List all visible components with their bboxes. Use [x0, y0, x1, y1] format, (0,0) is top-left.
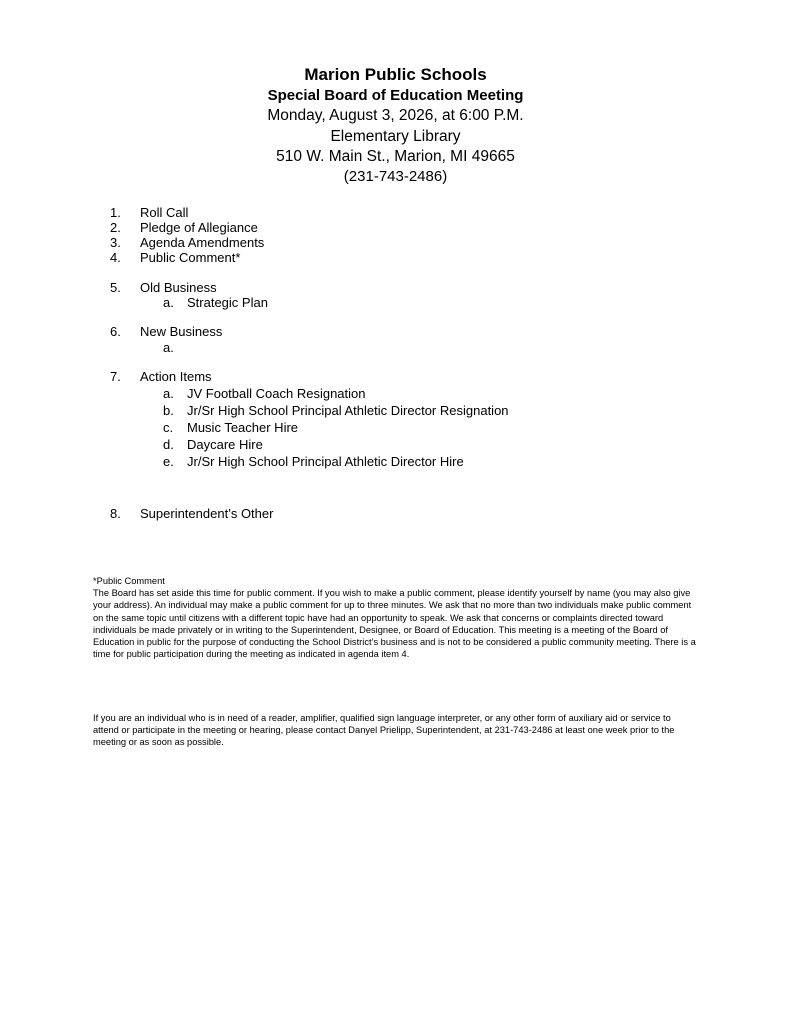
sub-item-label: Music Teacher Hire [187, 420, 299, 435]
sub-item-letter: a. [163, 386, 174, 401]
agenda-item [110, 250, 240, 265]
footnote-heading: *Public Comment [93, 576, 165, 586]
agenda-item-label: Superintendent’s Other [140, 506, 274, 521]
sub-item-label: Strategic Plan [187, 295, 268, 310]
sub-item-letter: b. [163, 403, 174, 418]
agenda-sub-item [163, 403, 509, 418]
agenda-sub-item [163, 437, 263, 452]
agenda-item-label: Public Comment* [140, 250, 241, 265]
agenda-item [110, 205, 188, 220]
accommodation-body: If you are an individual who is in need of a reader, amplifier, qualified sign language interpreter, or any other form of auxiliary aid or service to attend or participate in the meeting or hearing, please contact Danyel Prielipp, Superintendent, at 231-743-2486 at least one week prior to the meeting or as soon as possible. [93, 713, 675, 748]
agenda-item [110, 506, 273, 521]
agenda-sub-item [163, 454, 464, 469]
sub-item-label: Jr/Sr High School Principal Athletic Director Hire [187, 454, 464, 469]
agenda-item-number: 4. [110, 250, 121, 265]
sub-item-letter: a. [163, 295, 174, 310]
agenda-item-number: 7. [110, 369, 121, 384]
agenda-sub-item [163, 420, 298, 435]
agenda-item-label: Agenda Amendments [140, 235, 265, 250]
sub-item-letter: e. [163, 454, 174, 469]
agenda-item-label: New Business [140, 324, 223, 339]
sub-item-letter: d. [163, 437, 174, 452]
sub-item-letter: a. [163, 340, 174, 355]
meeting-date-time: Monday, August 3, 2026, at 6:00 P.M. [267, 107, 524, 124]
agenda-item-number: 3. [110, 235, 121, 250]
sub-item-label: JV Football Coach Resignation [187, 386, 366, 401]
agenda-item [110, 324, 222, 339]
agenda-item-number: 2. [110, 220, 121, 235]
sub-item-label: Jr/Sr High School Principal Athletic Director Resignation [187, 403, 509, 418]
meeting-phone: (231-743-2486) [343, 167, 448, 185]
meeting-address: 510 W. Main St., Marion, MI 49665 [276, 148, 515, 165]
agenda-item-number: 6. [110, 324, 121, 339]
agenda-item-label: Roll Call [140, 205, 189, 220]
accommodation-notice [93, 712, 699, 749]
public-comment-footnote [93, 575, 699, 660]
agenda-item-number: 8. [110, 506, 121, 521]
sub-item-label: Daycare Hire [187, 437, 263, 452]
footnote-body: The Board has set aside this time for public comment. If you wish to make a public comment, please identify yourself by name (you may also give your address). An individual may make a public comment for up to three minutes. We ask that no more than two individuals make public comment on the same topic until citizens with a different topic have had an opportunity to speak. We ask that concerns or complaints directed toward individuals be made privately or in writing to the Superintendent, Designee, or Board of Education. This meeting is a meeting of the Board of Education in public for the purpose of conducting the School District’s business and is not to be considered a public community meeting. There is a time for public participation during the meeting as indicated in agenda item 4. [93, 588, 696, 660]
sub-item-letter: c. [163, 420, 174, 435]
agenda-item-label: Pledge of Allegiance [140, 220, 258, 235]
agenda-item-number: 5. [110, 280, 121, 295]
agenda-item-label: Action Items [140, 369, 212, 384]
agenda-sub-item [163, 295, 268, 310]
agenda-item-number: 1. [110, 205, 121, 220]
meeting-location: Elementary Library [330, 127, 461, 145]
agenda-item [110, 235, 264, 250]
agenda-item [110, 280, 217, 295]
agenda-sub-item [163, 340, 187, 355]
agenda-item [110, 220, 258, 235]
agenda-item [110, 369, 212, 384]
meeting-type: Special Board of Education Meeting [267, 87, 524, 104]
agenda-item-label: Old Business [140, 280, 217, 295]
org-name: Marion Public Schools [304, 65, 487, 84]
agenda-sub-item [163, 386, 366, 401]
